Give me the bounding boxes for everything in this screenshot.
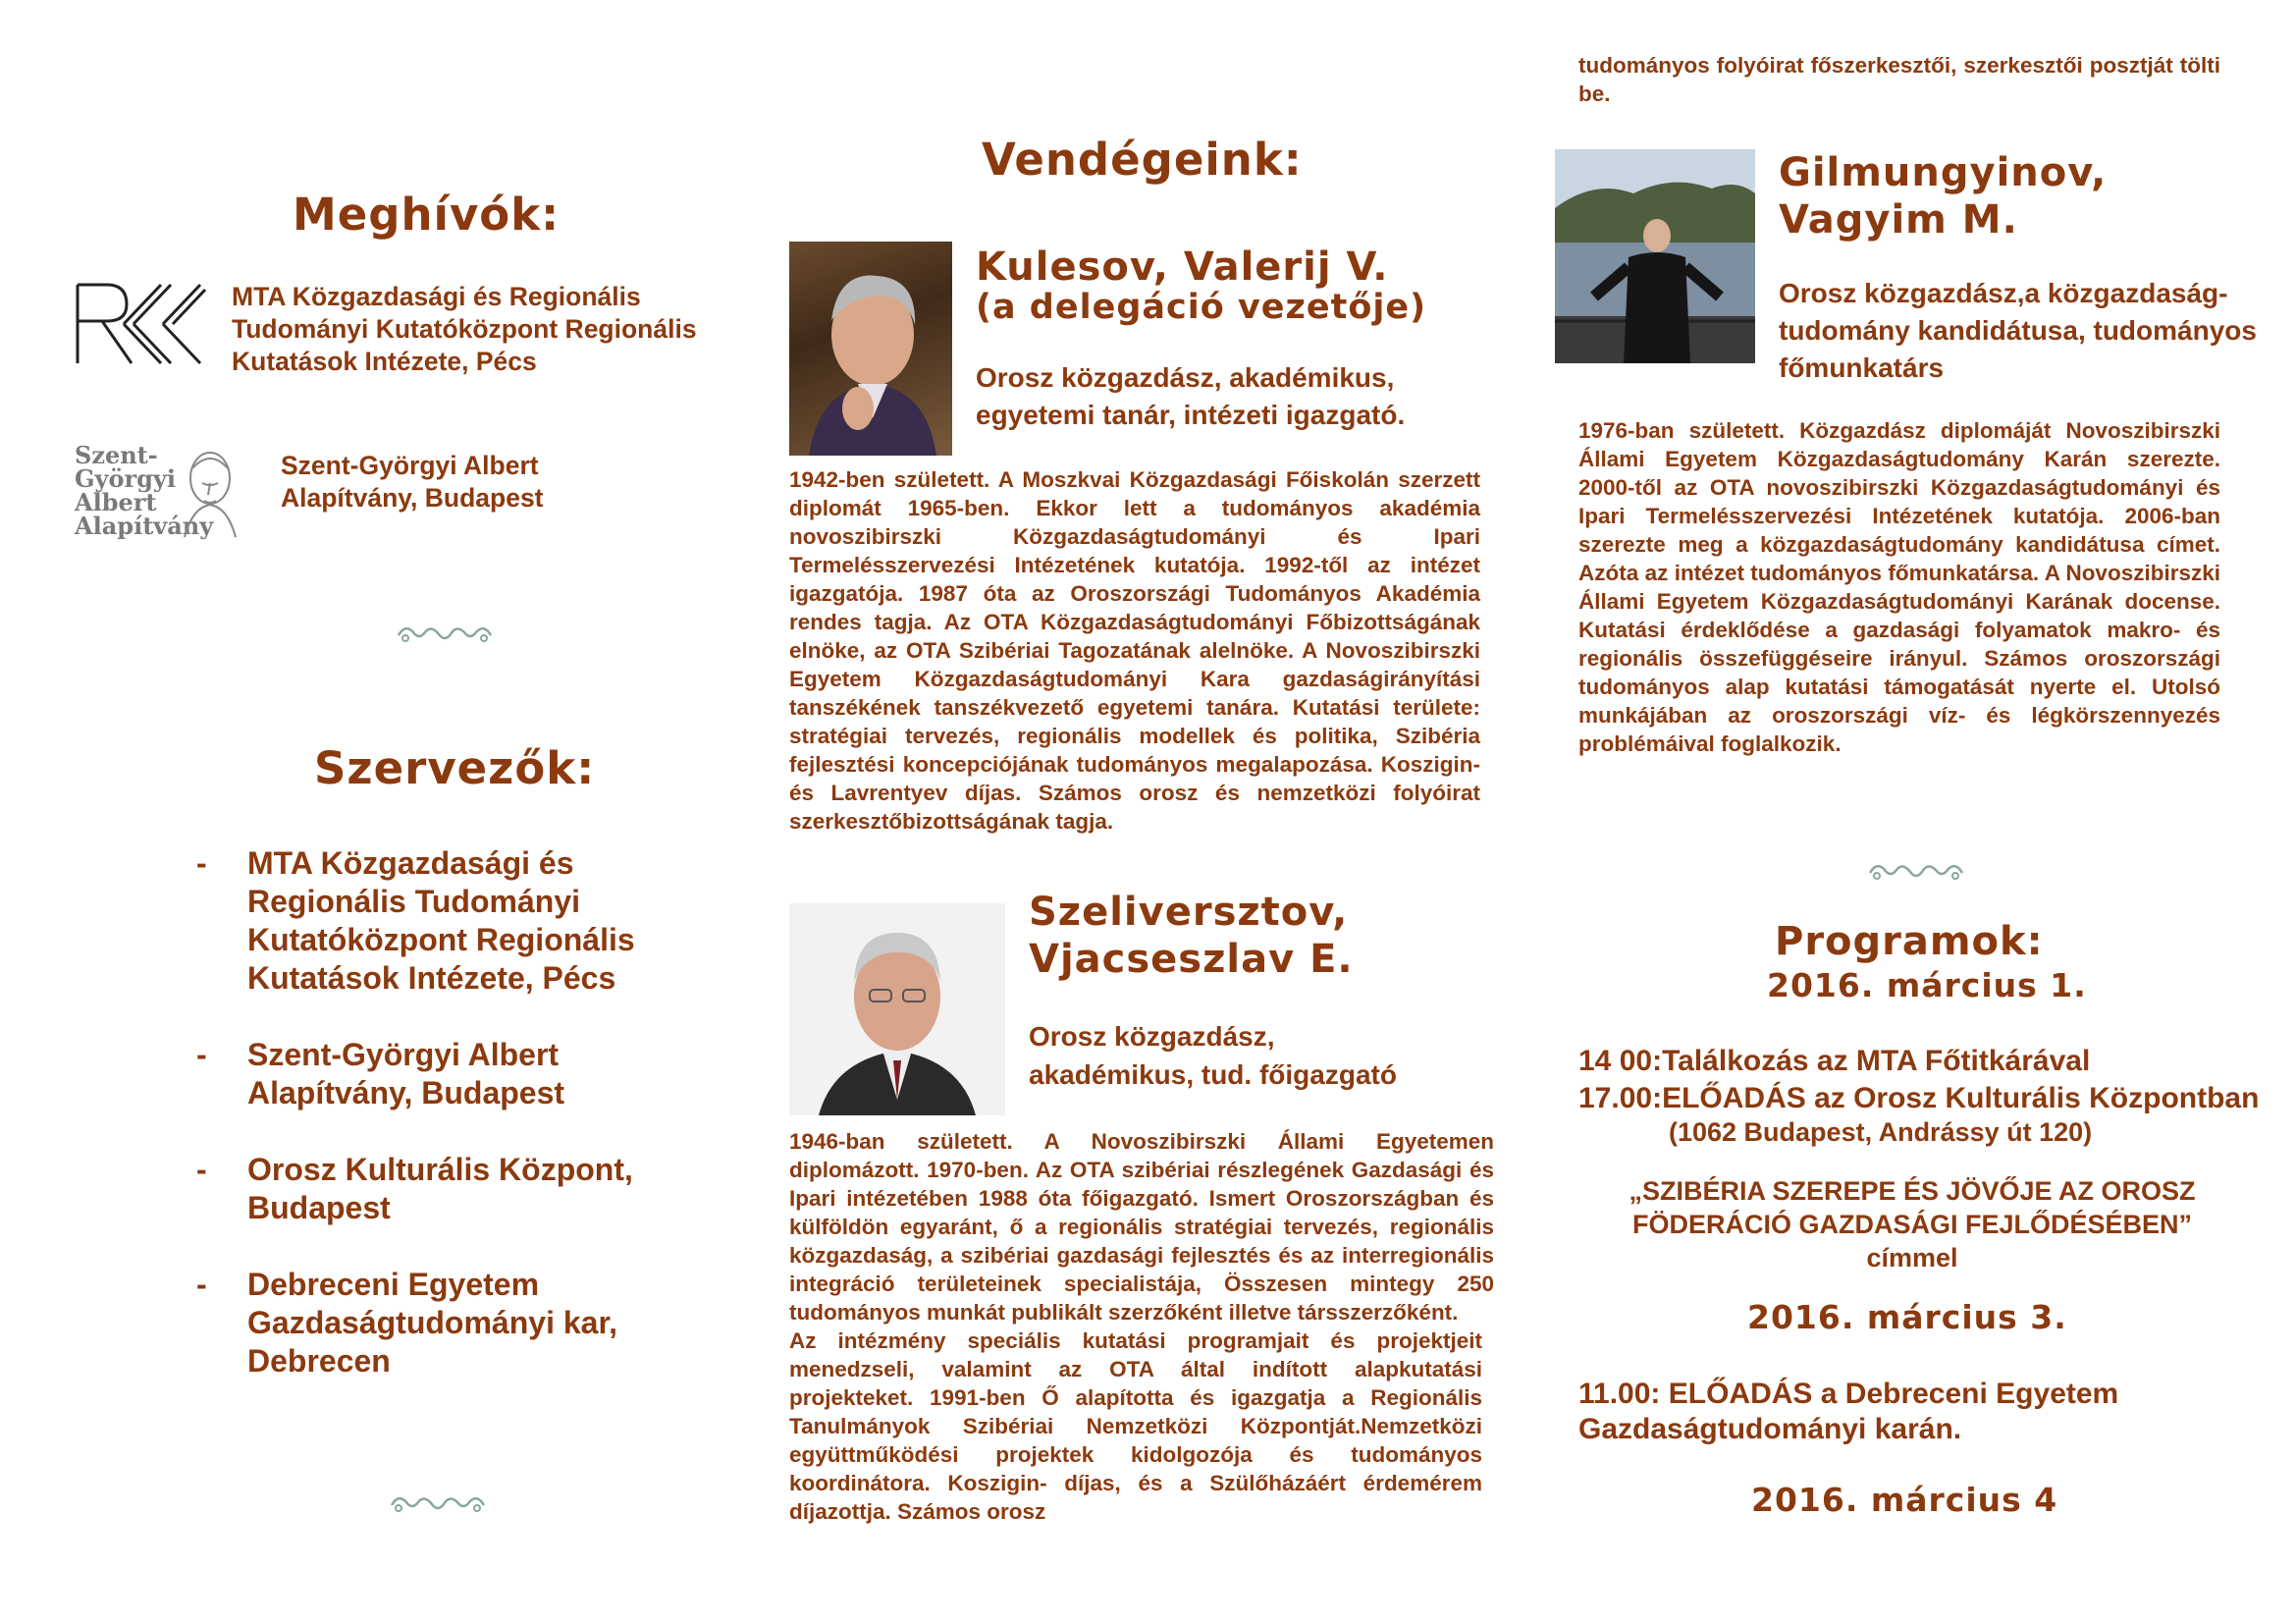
organizer-text: Debreceni Egyetem Gazdaságtudományi kar, Debrecen — [247, 1267, 618, 1379]
szent-gyorgyi-logo — [75, 441, 241, 560]
guest2-name-line2: Vjacseszlav E. — [1029, 937, 1354, 982]
guest3-role: Orosz közgazdász,a közgazdaság-tudomány kandidátusa, tudományos főmunkatárs — [1779, 278, 2257, 383]
portrait-photo — [789, 242, 952, 456]
list-dash: - — [196, 1267, 207, 1302]
organizer-text: MTA Közgazdasági és Regionális Tudományi Kutatóközpont Regionális Kutatások Intézete, Pécs — [247, 845, 635, 996]
program-item-3-line2: Gazdaságtudományi karán. — [1578, 1413, 1962, 1445]
organizer-item — [196, 1036, 707, 1112]
lecture-title-suffix: címmel — [1866, 1243, 1958, 1272]
flourish-ornament-icon — [389, 1490, 487, 1520]
guest1-name: Kulesov, Valerij V. — [976, 244, 1389, 290]
guest2-bio-paragraph-2: Az intézmény speciális kutatási programjait és projektjeit menedzseli, valamint az OTA által indított alapkutatási projekteket. 1991-ben Ő alapította és igazgatja a Regionális Tanulmányok Szibériai Nemzetközi Központját.Nemzetközi együttműködési projektek kidolgozója és tudományos koordinátora. Koszigin- díjas, és a Szülőházáért érdemérem díjazottja. Számos orosz — [789, 1328, 1482, 1524]
program-item-2: 17.00:ELŐADÁS az Orosz Kulturális Központban — [1578, 1082, 2260, 1114]
program-day-3: 2016. március 3. — [1747, 1298, 2067, 1336]
program-item-1: 14 00:Találkozás az MTA Főtitkárával — [1578, 1045, 2091, 1077]
guest1-bio: 1942-ben született. A Moszkvai Közgazdasági Főiskolán szerzett diplomát 1965-ben. Ekkor lett a tudományos akadémia novoszibirszki Közgazdaságtudományi és Ipari Termelésszervezési Intézetének kutatója. 1992-től az intézet igazgatója. 1987 óta az Oroszországi Tudományos Akadémia rendes tagja. Az OTA Közgazdaságtudományi Főbizottságának elnöke, az OTA Szibériai Tagozatának alelnöke. A Novoszibirszki Egyetem Közgazdaságtudományi Kara gazdaságirányítási tanszékének tanszékvezető egyetemi tanára. Kutatási területe: stratégiai tervezés, regionális modellek és politika, Szibéria fejlesztési koncepciójának tudományos megalapozása. Koszigin- és Lavrentyev díjas. Számos orosz és nemzetközi folyóirat szerkesztőbizottságának tagja. — [789, 467, 1480, 834]
list-dash: - — [196, 1037, 207, 1072]
vendegeink-title: Vendégeink: — [982, 134, 1303, 186]
guest2-bio — [789, 1127, 1494, 1526]
lecture-title-line1: „SZIBÉRIA SZEREPE ÉS JÖVŐJE AZ OROSZ — [1629, 1176, 2196, 1206]
guest2-name-line1: Szeliversztov, — [1029, 890, 1349, 935]
guest2-bio-paragraph-1: 1946-ban született. A Novoszibirszki Állami Egyetemen diplomázott. 1970-ben. Az OTA szibériai részlegének Gazdasági és Ipari intézetében 1988 óta főigazgató. Ismert Oroszországban és külföldön egyaránt, ő a regionális stratégiai tervezés, regionális közgazdaság, a szibériai gazdasági fejlesztés és az interregionális integráció területeinek specialistája, Összesen mintegy 250 tudományos munkát publikált szerzőként illetve társszerzőként. — [789, 1129, 1494, 1325]
program-day-4: 2016. március 4 — [1751, 1481, 2058, 1519]
guest2-role-line2: akadémikus, tud. főigazgató — [1029, 1059, 1397, 1090]
guest3-name-line2: Vagyim M. — [1779, 197, 2018, 243]
guest1-photo — [789, 242, 952, 456]
flourish-ornament-icon — [1867, 858, 1965, 888]
guest2-photo — [789, 903, 1005, 1115]
guest3-name-line1: Gilmungyinov, — [1779, 150, 2108, 195]
lecture-title — [1578, 1174, 2246, 1274]
organizer-item — [196, 1151, 707, 1227]
lecture-title-line2: FÖDERÁCIÓ GAZDASÁGI FEJLŐDÉSÉBEN” — [1631, 1210, 2193, 1239]
program-item-3-line1: 11.00: ELŐADÁS a Debreceni Egyetem — [1578, 1378, 2119, 1410]
organizer-text: Szent-Györgyi Albert Alapítvány, Budapest — [247, 1037, 565, 1110]
portrait-photo — [789, 903, 1005, 1115]
organizer-text: Orosz Kulturális Központ, Budapest — [247, 1152, 633, 1225]
guest2-role-line1: Orosz közgazdász, — [1029, 1021, 1275, 1052]
programok-title: Programok: — [1775, 919, 2044, 964]
continued-bio-text: tudományos folyóirat főszerkesztői, szerkesztői posztját tölti be. — [1578, 53, 2220, 106]
inviter-1-text: MTA Közgazdasági és Regionális Tudományi Kutatóközpont Regionális Kutatások Intézete, Pécs — [232, 282, 697, 376]
organizer-item — [196, 844, 707, 998]
szent-gyorgyi-logo-text: Szent- Györgyi Albert Alapítvány — [75, 441, 214, 540]
portrait-photo — [1555, 149, 1755, 363]
guest3-photo — [1555, 149, 1755, 363]
list-dash: - — [196, 845, 207, 881]
rkk-logo-icon — [73, 280, 208, 368]
szervezok-title: Szervezők: — [314, 742, 596, 794]
program-address: (1062 Budapest, Andrássy út 120) — [1669, 1117, 2093, 1147]
guest1-role: Orosz közgazdász, akadémikus, egyetemi tanár, intézeti igazgató. — [976, 362, 1406, 430]
guest3-bio: 1976-ban született. Közgazdász diplomáját Novoszibirszki Állami Egyetem Közgazdaságtudomány Karán szerezte. 2000-től az OTA novoszibirszki Közgazdaságtudományi és Ipari Termelésszervezési Intézetének kutatója. 2006-ban szerezte meg a közgazdaságtudomány kandidátusa címet. Azóta az intézet tudományos főmunkatársa. A Novoszibirszki Állami Egyetem Közgazdaságtudományi Karának docense. Kutatási érdeklődése a gazdasági folyamatok makro- és regionális összefüggéseire irányul. Számos oroszországi tudományos alap kutatási támogatását nyerte el. Utolsó munkájában az oroszországi víz- és légkörszennyezés problémáival foglalkozik. — [1578, 418, 2220, 756]
inviter-2-text: Szent-Györgyi Albert Alapítvány, Budapest — [281, 451, 544, 513]
flourish-ornament-icon — [396, 621, 494, 650]
organizers-list — [196, 844, 707, 1419]
portrait-sketch-icon — [173, 444, 241, 542]
guest1-name-note: (a delegáció vezetője) — [976, 288, 1427, 327]
meghivok-title: Meghívók: — [293, 189, 561, 241]
program-day-1: 2016. március 1. — [1767, 966, 2087, 1004]
list-dash: - — [196, 1152, 207, 1187]
organizer-item — [196, 1266, 707, 1380]
